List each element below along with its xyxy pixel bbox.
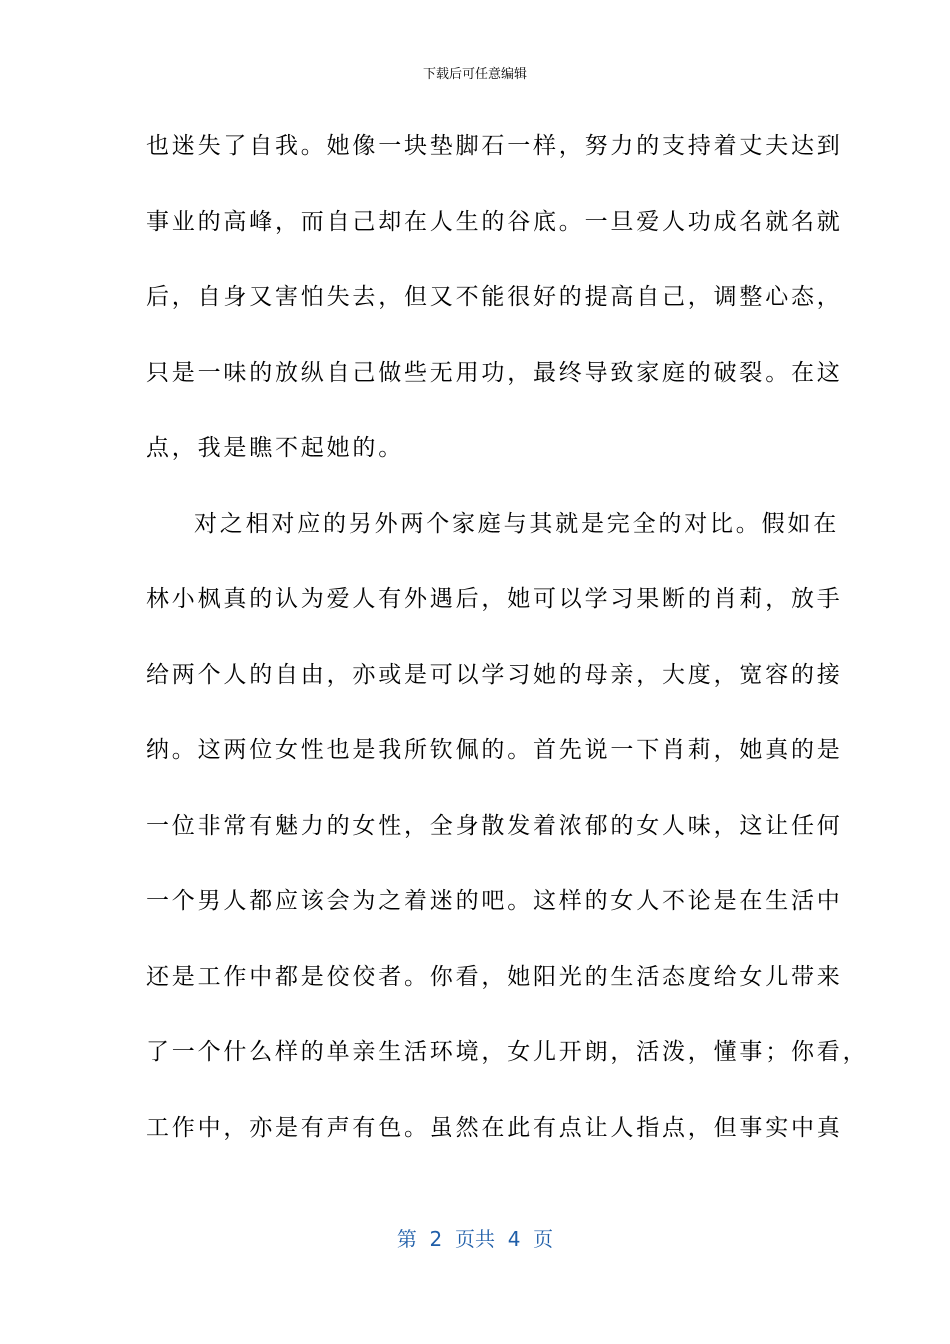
body-line: 了一个什么样的单亲生活环境，女儿开朗，活泼，懂事；你看，: [146, 1039, 869, 1065]
page-footer: 第 2 页共 4 页: [396, 1227, 554, 1251]
paragraph-first-line: 对之相对应的另外两个家庭与其就是完全的对比。假如在: [194, 510, 839, 537]
body-line: 纳。这两位女性也是我所钦佩的。首先说一下肖莉，她真的是: [146, 737, 843, 763]
document-body: [146, 122, 869, 1179]
body-line: 一位非常有魅力的女性，全身散发着浓郁的女人味，这让任何: [146, 812, 843, 839]
body-line: 事业的高峰，而自己却在人生的谷底。一旦爱人功成名就名就: [146, 208, 843, 235]
body-line: 只是一味的放纵自己做些无用功，最终导致家庭的破裂。在这: [146, 359, 843, 386]
body-line: 后，自身又害怕失去，但又不能很好的提高自己，调整心态，: [146, 284, 843, 310]
page-header: 下载后可任意编辑: [422, 67, 527, 82]
body-line: 工作中，亦是有声有色。虽然在此有点让人指点，但事实中真: [146, 1114, 843, 1141]
body-line: 点，我是瞧不起她的。: [146, 435, 404, 461]
body-line: 也迷失了自我。她像一块垫脚石一样，努力的支持着丈夫达到: [146, 133, 843, 159]
body-line: 林小枫真的认为爱人有外遇后，她可以学习果断的肖莉，放手: [146, 586, 843, 612]
body-line: 还是工作中都是佼佼者。你看，她阳光的生活态度给女儿带来: [146, 963, 843, 990]
body-line: 一个男人都应该会为之着迷的吧。这样的女人不论是在生活中: [146, 888, 843, 914]
body-line: 给两个人的自由，亦或是可以学习她的母亲，大度，宽容的接: [146, 661, 843, 688]
